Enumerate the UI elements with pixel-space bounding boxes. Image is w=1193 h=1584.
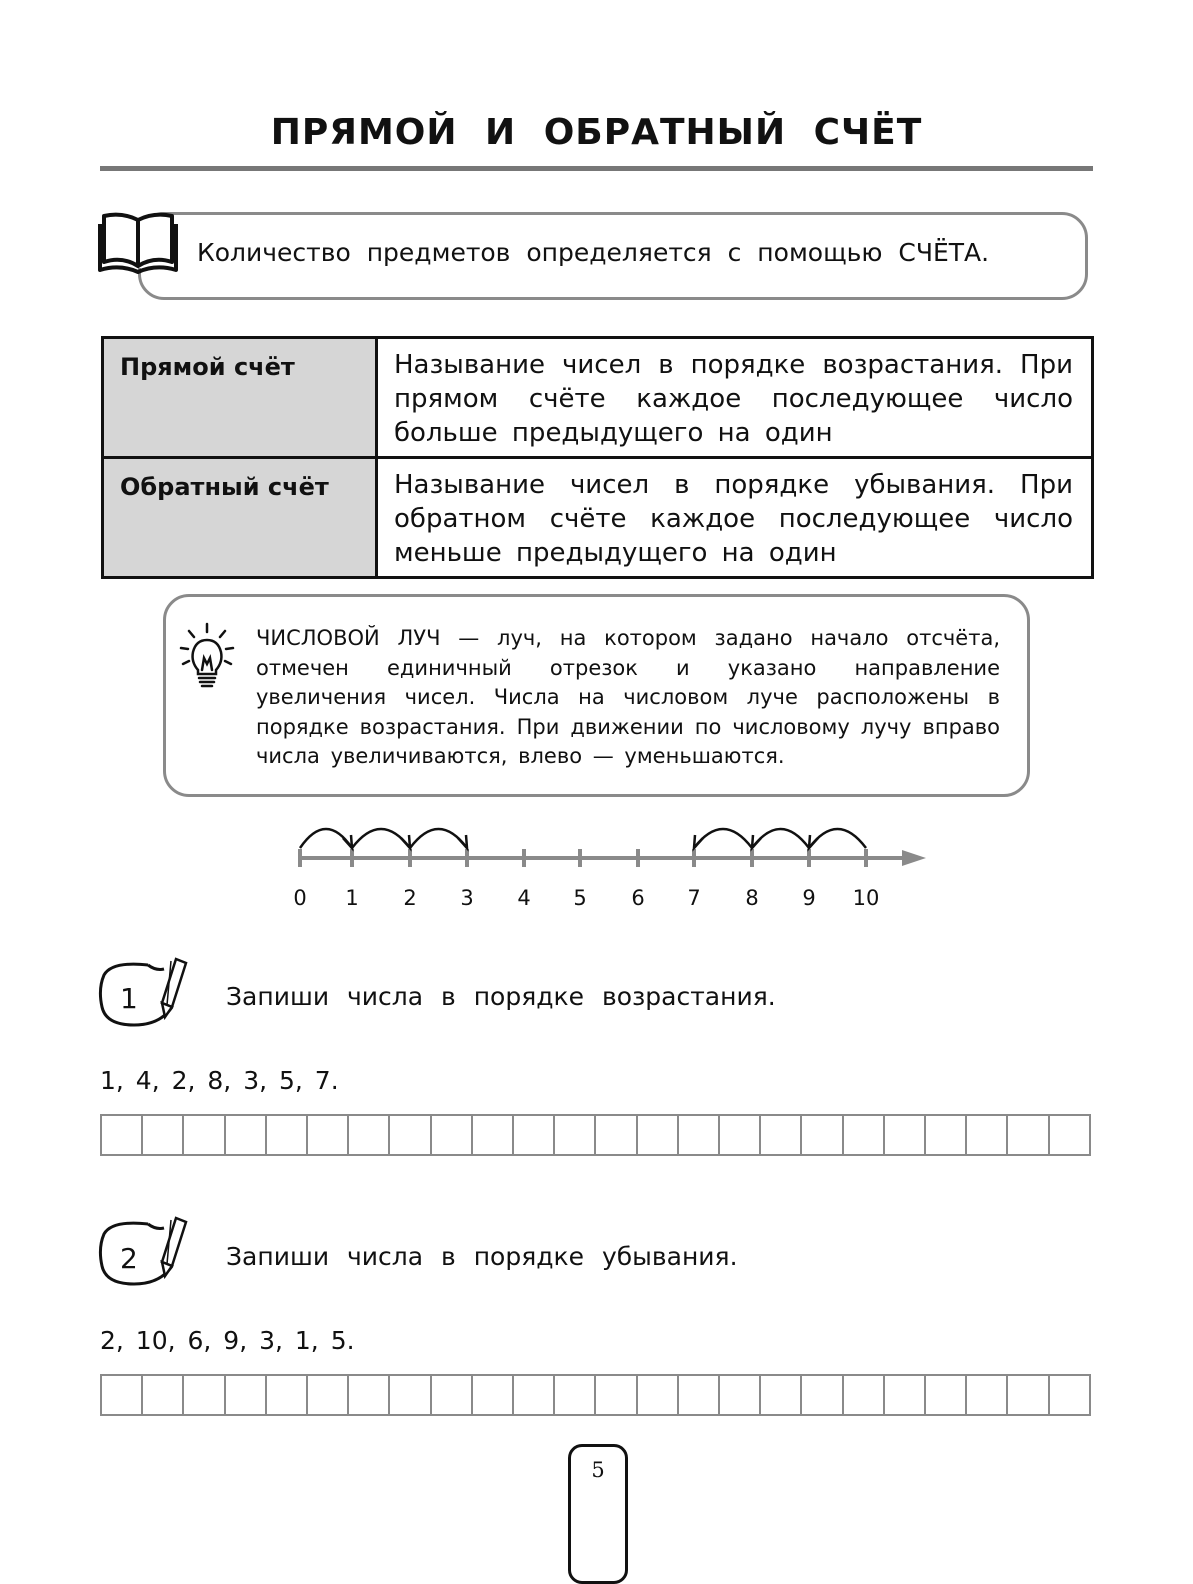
tick-label: 2 — [403, 886, 417, 910]
answer-cell[interactable] — [473, 1116, 514, 1154]
answer-cell[interactable] — [1008, 1376, 1049, 1414]
answer-cell[interactable] — [720, 1376, 761, 1414]
table-row — [103, 338, 1093, 458]
answer-cell[interactable] — [885, 1376, 926, 1414]
arrow-right-icon — [902, 850, 926, 866]
answer-cell[interactable] — [267, 1116, 308, 1154]
answer-cell[interactable] — [267, 1376, 308, 1414]
tick-label: 8 — [745, 886, 759, 910]
answer-cell[interactable] — [926, 1376, 967, 1414]
task-1-instruction: Запиши числа в порядке возрастания. — [226, 982, 776, 1011]
answer-cell[interactable] — [638, 1376, 679, 1414]
tick-label: 3 — [460, 886, 474, 910]
number-line — [280, 818, 940, 918]
answer-cell[interactable] — [802, 1376, 843, 1414]
pencil-icon — [162, 1218, 186, 1276]
answer-cell[interactable] — [473, 1376, 514, 1414]
task-2-number: 2 — [120, 1242, 138, 1275]
answer-cell[interactable] — [844, 1116, 885, 1154]
answer-cell[interactable] — [143, 1116, 184, 1154]
jump-arrowhead — [752, 835, 761, 848]
answer-cell[interactable] — [1050, 1116, 1089, 1154]
answer-cell[interactable] — [390, 1376, 431, 1414]
answer-cell[interactable] — [555, 1116, 596, 1154]
number-ray-definition: ЧИСЛОВОЙ ЛУЧ — луч, на котором задано начало отсчёта, отмечен единичный отрезок и указано направление увеличения чисел. Числа на числовом луче расположены в порядке возрастания. При движении по числовому лучу вправо числа увеличиваются, влево — уменьшаются. — [256, 626, 1000, 768]
jump-arrowhead — [809, 835, 818, 848]
lightbulb-icon — [175, 622, 239, 692]
answer-cell[interactable] — [844, 1376, 885, 1414]
description-cell: Называние чисел в порядке убывания. При обратном счёте каждое последующее число меньше предыдущего на один — [377, 458, 1093, 578]
answer-cell[interactable] — [308, 1376, 349, 1414]
answer-cell[interactable] — [761, 1116, 802, 1154]
task-2-answer-grid — [100, 1374, 1091, 1416]
answer-cell[interactable] — [638, 1116, 679, 1154]
tick-label: 7 — [687, 886, 701, 910]
answer-cell[interactable] — [596, 1116, 637, 1154]
answer-cell[interactable] — [226, 1376, 267, 1414]
answer-cell[interactable] — [1050, 1376, 1089, 1414]
answer-cell[interactable] — [143, 1376, 184, 1414]
terms-table — [101, 336, 1094, 579]
task-1-badge — [98, 955, 188, 1031]
task-2-sequence: 2, 10, 6, 9, 3, 1, 5. — [100, 1326, 355, 1355]
answer-cell[interactable] — [679, 1376, 720, 1414]
tick-label: 9 — [802, 886, 816, 910]
page-title: ПРЯМОЙ И ОБРАТНЫЙ СЧЁТ — [270, 112, 923, 153]
task-2-instruction: Запиши числа в порядке убывания. — [226, 1242, 738, 1271]
answer-cell[interactable] — [720, 1116, 761, 1154]
definition-text: Количество предметов определяется с помощью СЧЁТА. — [197, 238, 990, 267]
answer-cell[interactable] — [555, 1376, 596, 1414]
description-cell: Называние чисел в порядке возрастания. При прямом счёте каждое последующее число больше предыдущего на один — [377, 338, 1093, 458]
jump-arrowhead — [694, 835, 703, 848]
answer-cell[interactable] — [308, 1116, 349, 1154]
tick-label: 6 — [631, 886, 645, 910]
task-1-answer-grid — [100, 1114, 1091, 1156]
task-1-number: 1 — [120, 982, 138, 1015]
table-row — [103, 458, 1093, 578]
term-cell: Обратный счёт — [103, 458, 377, 578]
tick-label: 0 — [293, 886, 307, 910]
answer-cell[interactable] — [1008, 1116, 1049, 1154]
answer-cell[interactable] — [432, 1376, 473, 1414]
answer-cell[interactable] — [967, 1376, 1008, 1414]
tick-label: 10 — [852, 886, 880, 910]
page-number: 5 — [591, 1458, 605, 1482]
answer-cell[interactable] — [390, 1116, 431, 1154]
pencil-icon — [162, 959, 186, 1017]
answer-cell[interactable] — [514, 1376, 555, 1414]
term-cell: Прямой счёт — [103, 338, 377, 458]
task-2-badge — [98, 1214, 188, 1290]
answer-cell[interactable] — [102, 1376, 143, 1414]
answer-cell[interactable] — [184, 1376, 225, 1414]
title-divider — [100, 166, 1093, 171]
answer-cell[interactable] — [349, 1376, 390, 1414]
tick-label: 4 — [517, 886, 531, 910]
task-1-sequence: 1, 4, 2, 8, 3, 5, 7. — [100, 1066, 339, 1095]
answer-cell[interactable] — [967, 1116, 1008, 1154]
jump-arrowhead — [458, 835, 467, 848]
tick-label: 5 — [573, 886, 587, 910]
answer-cell[interactable] — [514, 1116, 555, 1154]
answer-cell[interactable] — [802, 1116, 843, 1154]
answer-cell[interactable] — [184, 1116, 225, 1154]
answer-cell[interactable] — [102, 1116, 143, 1154]
answer-cell[interactable] — [226, 1116, 267, 1154]
jump-arrowhead — [401, 835, 410, 848]
book-icon — [98, 212, 180, 274]
tick-label: 1 — [345, 886, 359, 910]
answer-cell[interactable] — [596, 1376, 637, 1414]
answer-cell[interactable] — [679, 1116, 720, 1154]
answer-cell[interactable] — [761, 1376, 802, 1414]
answer-cell[interactable] — [432, 1116, 473, 1154]
answer-cell[interactable] — [885, 1116, 926, 1154]
answer-cell[interactable] — [349, 1116, 390, 1154]
answer-cell[interactable] — [926, 1116, 967, 1154]
